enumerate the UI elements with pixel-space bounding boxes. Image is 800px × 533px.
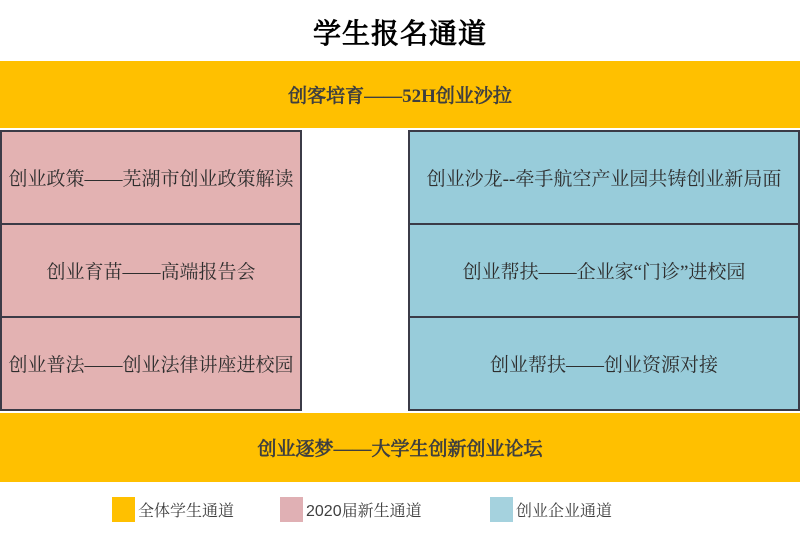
channel-block-salon[interactable] [408, 130, 800, 225]
channel-label: 创业帮扶——创业资源对接 [489, 355, 718, 376]
channel-block-policy[interactable] [0, 130, 302, 225]
banner-label: 创业逐梦——大学生创新创业论坛 [257, 439, 543, 460]
channel-banner-all-students-bottom[interactable] [0, 413, 800, 482]
legend-item-enterprise [490, 497, 612, 522]
channel-label: 创业普法——创业法律讲座进校园 [8, 355, 294, 376]
legend-item-all-students [112, 497, 234, 522]
blue-swatch-icon [490, 497, 513, 522]
channel-block-law[interactable] [0, 316, 302, 411]
page-title: 学生报名通道 [312, 19, 487, 50]
legend-label: 创业企业通道 [516, 503, 613, 520]
channel-banner-all-students-top[interactable] [0, 61, 800, 128]
channel-block-clinic[interactable] [408, 223, 800, 318]
legend [0, 497, 800, 524]
legend-item-2020-freshman [280, 497, 422, 522]
channel-block-seedling[interactable] [0, 223, 302, 318]
channel-label: 创业育苗——高端报告会 [46, 262, 256, 283]
banner-label: 创客培育——52H创业沙拉 [288, 86, 512, 107]
channel-label: 创业政策——芜湖市创业政策解读 [8, 169, 294, 190]
channel-block-resources[interactable] [408, 316, 800, 411]
legend-label: 全体学生通道 [138, 503, 235, 520]
legend-label: 2020届新生通道 [306, 503, 422, 520]
channel-label: 创业沙龙--牵手航空产业园共铸创业新局面 [426, 169, 782, 190]
enterprise-channel-column [408, 130, 800, 411]
pink-swatch-icon [280, 497, 303, 522]
channel-label: 创业帮扶——企业家“门诊”进校园 [462, 262, 746, 283]
yellow-swatch-icon [112, 497, 135, 522]
freshman-channel-column [0, 130, 302, 411]
